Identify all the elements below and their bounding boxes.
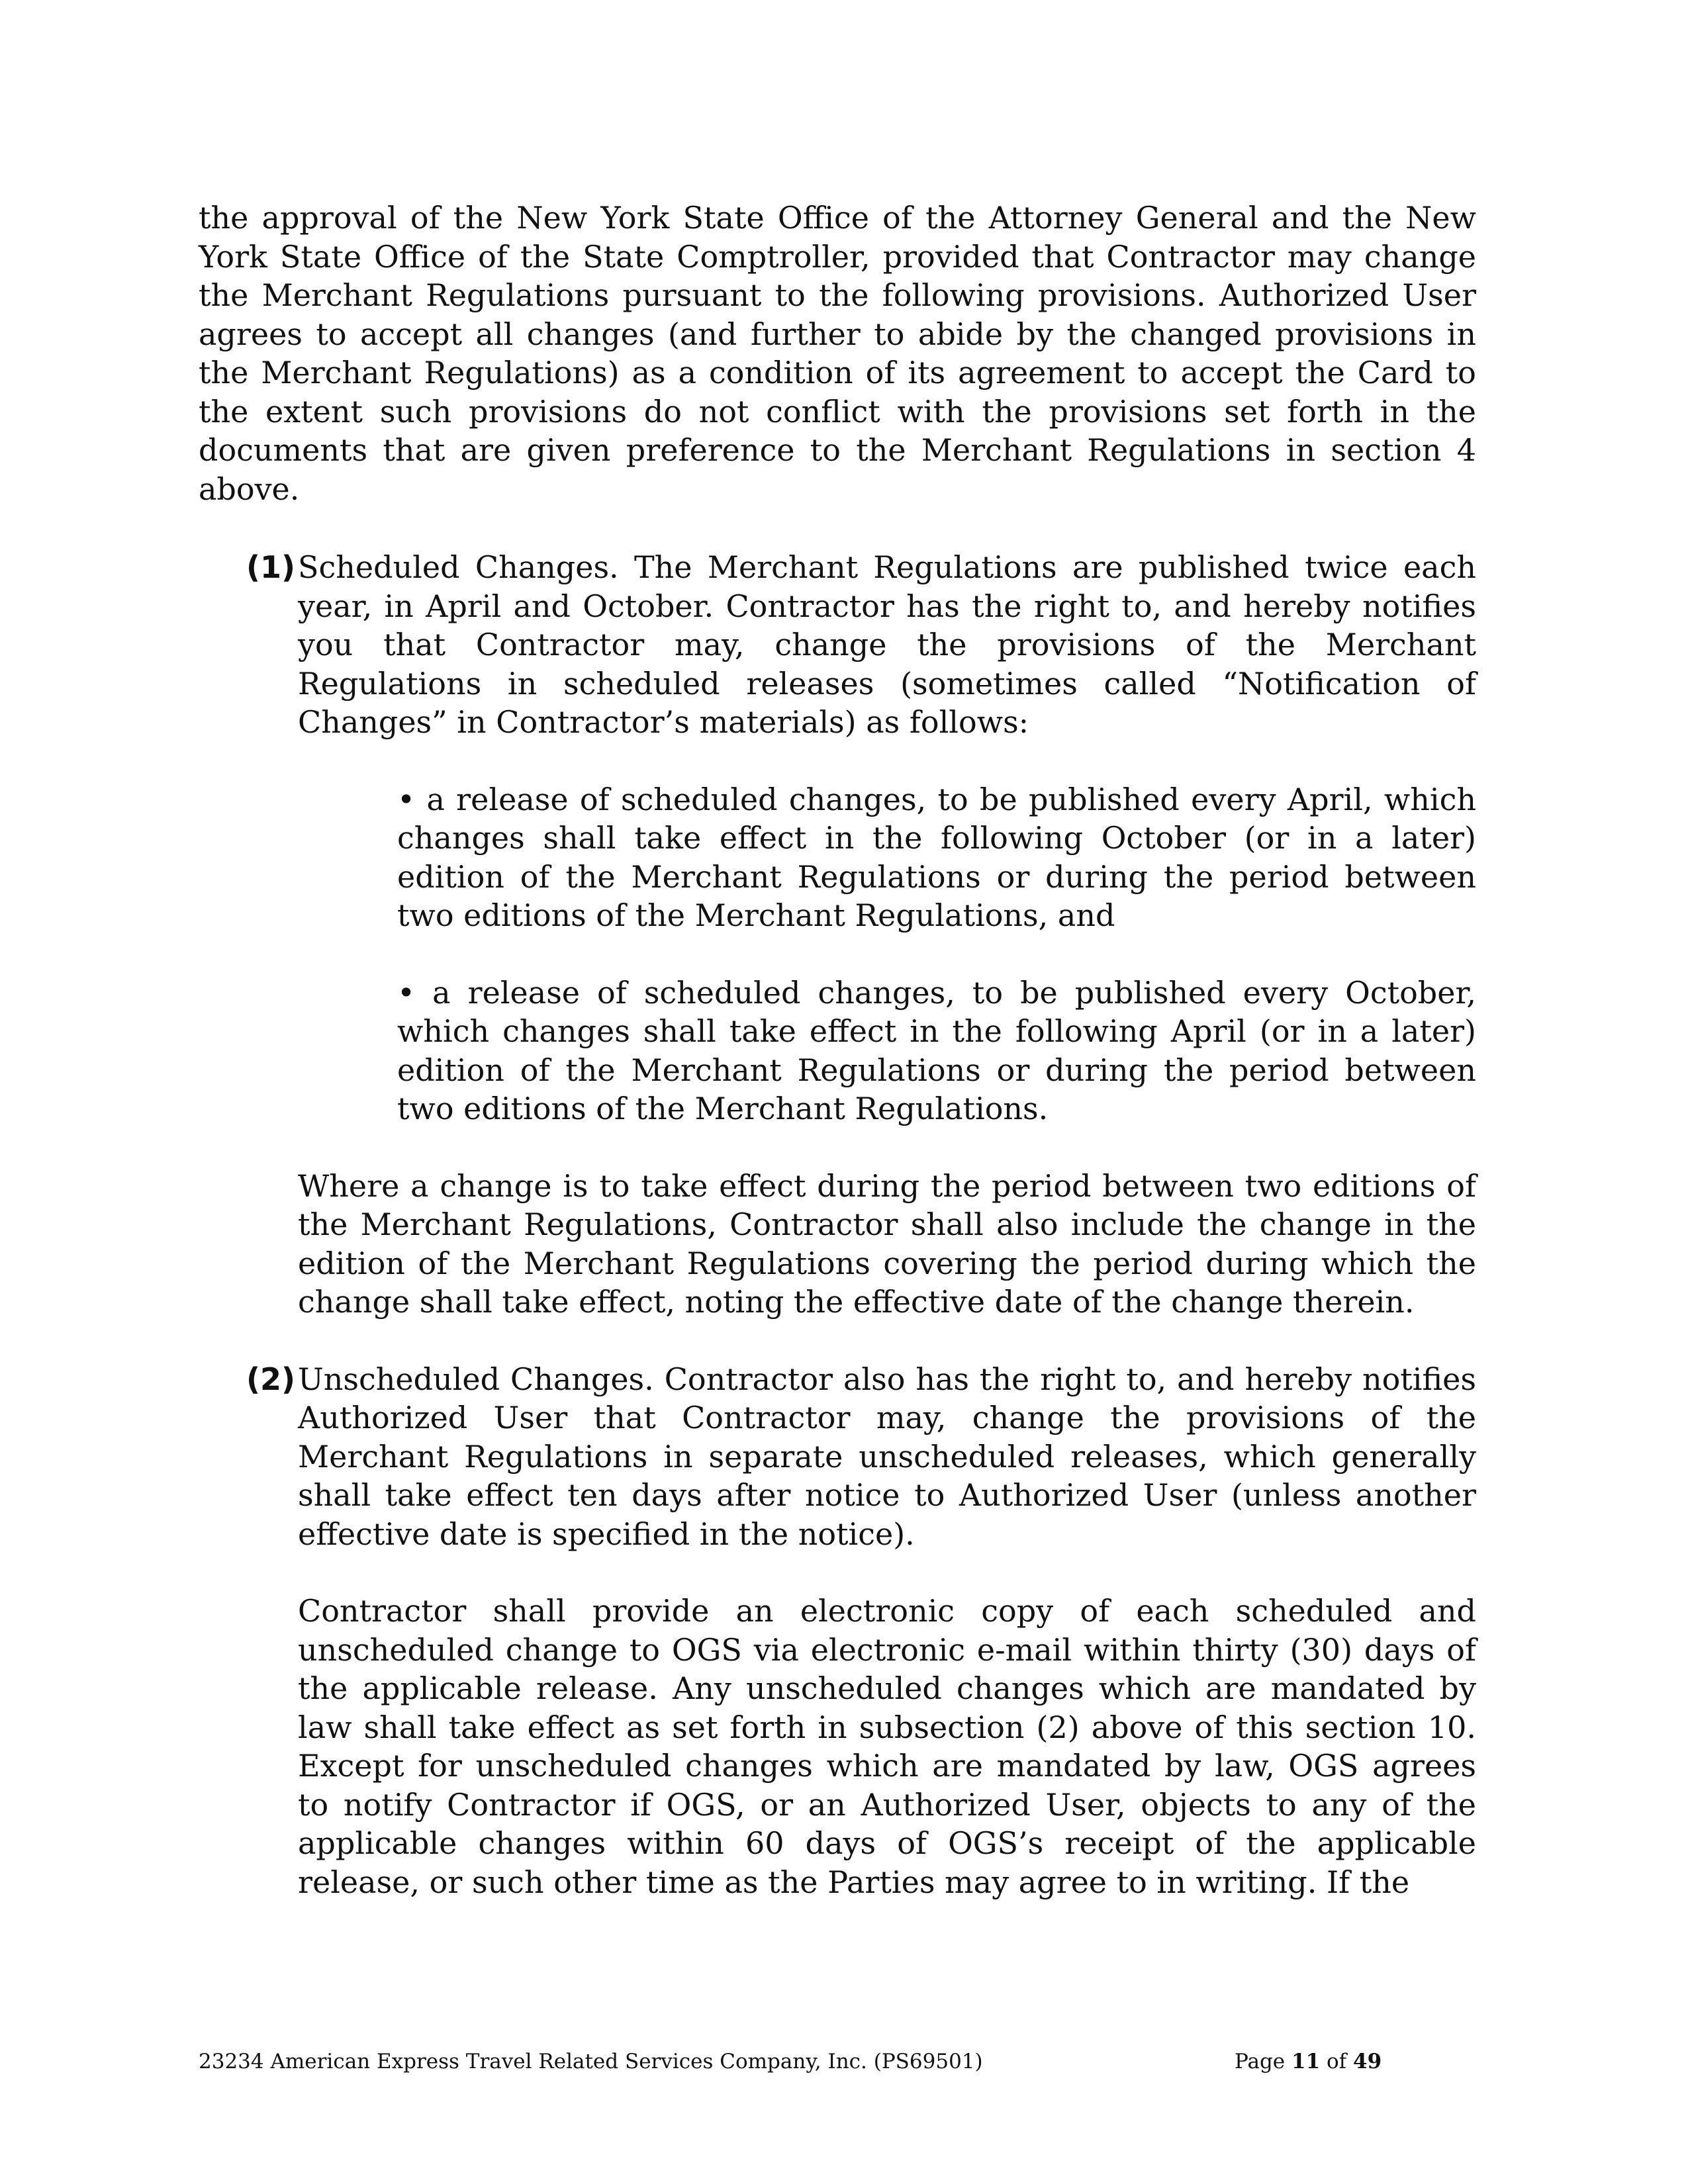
page-number (1235, 2042, 1382, 2081)
intro-paragraph: the approval of the New York State Office of the Attorney General and the New York State Office of the State Comptroller, provided that Contractor may change the Merchant Regulations pursuant to the following provisions. Authorized User agrees to accept all changes (and further to abide by the changed provisions in the Merchant Regulations) as a condition of its agreement to accept the Card to the extent such provisions do not conflict with the provisions set forth in the documents that are given preference to the Merchant Regulations in section 4 above. (199, 200, 1476, 507)
bullet-april-release: • a release of scheduled changes, to be published every April, which changes shall take effect in the following October (or in a later) edition of the Merchant Regulations or during the period between two editions of the Merchant Regulations, and (397, 781, 1476, 933)
page-current: 11 (1291, 2050, 1321, 2073)
page-total: 49 (1353, 2050, 1382, 2073)
item-text: Scheduled Changes. The Merchant Regulations are published twice each year, in April and October. Contractor has the right to, and hereby notifies you that Contractor may, change the provisions of the Merchant Regulations in scheduled releases (sometimes called “Notification of Changes” in Contractor’s materials) as follows: (298, 549, 1476, 740)
item-number: (2) (246, 1361, 296, 1397)
footer-document-id: 23234 American Express Travel Related Services Company, Inc. (PS69501) (199, 2050, 983, 2073)
item-followup-paragraph: Contractor shall provide an electronic copy of each scheduled and unscheduled change to OGS via electronic e-mail within thirty (30) days of the applicable release. Any unscheduled changes which are mandated by law shall take effect as set forth in subsection (2) above of this section 10. Except for unscheduled changes which are mandated by law, OGS agrees to notify Contractor if OGS, or an Authorized User, objects to any of the applicable changes within 60 days of OGS’s receipt of the applicable release, or such other time as the Parties may agree to in writing. If the (298, 1593, 1476, 1900)
item-number: (1) (246, 549, 296, 585)
item-followup-paragraph: Where a change is to take effect during the period between two editions of the Merchant Regulations, Contractor shall also include the change in the edition of the Merchant Regulations covering the period during which the change shall take effect, noting the effective date of the change therein. (298, 1167, 1476, 1320)
page-footer (199, 2042, 1476, 2081)
document-body (199, 199, 1476, 1940)
list-item-unscheduled-changes (199, 1360, 1476, 1902)
page-label: Page (1235, 2050, 1286, 2073)
list-item-scheduled-changes (199, 548, 1476, 1322)
bullet-october-release: • a release of scheduled changes, to be published every October, which changes shall take effect in the following April (or in a later) edition of the Merchant Regulations or during the period between two editions of the Merchant Regulations. (397, 974, 1476, 1126)
page-of-label: of (1327, 2050, 1347, 2073)
item-text: Unscheduled Changes. Contractor also has the right to, and hereby notifies Authorized User that Contractor may, change the provisions of the Merchant Regulations in separate unscheduled releases, which generally shall take effect ten days after notice to Authorized User (unless another effective date is specified in the notice). (298, 1361, 1476, 1552)
